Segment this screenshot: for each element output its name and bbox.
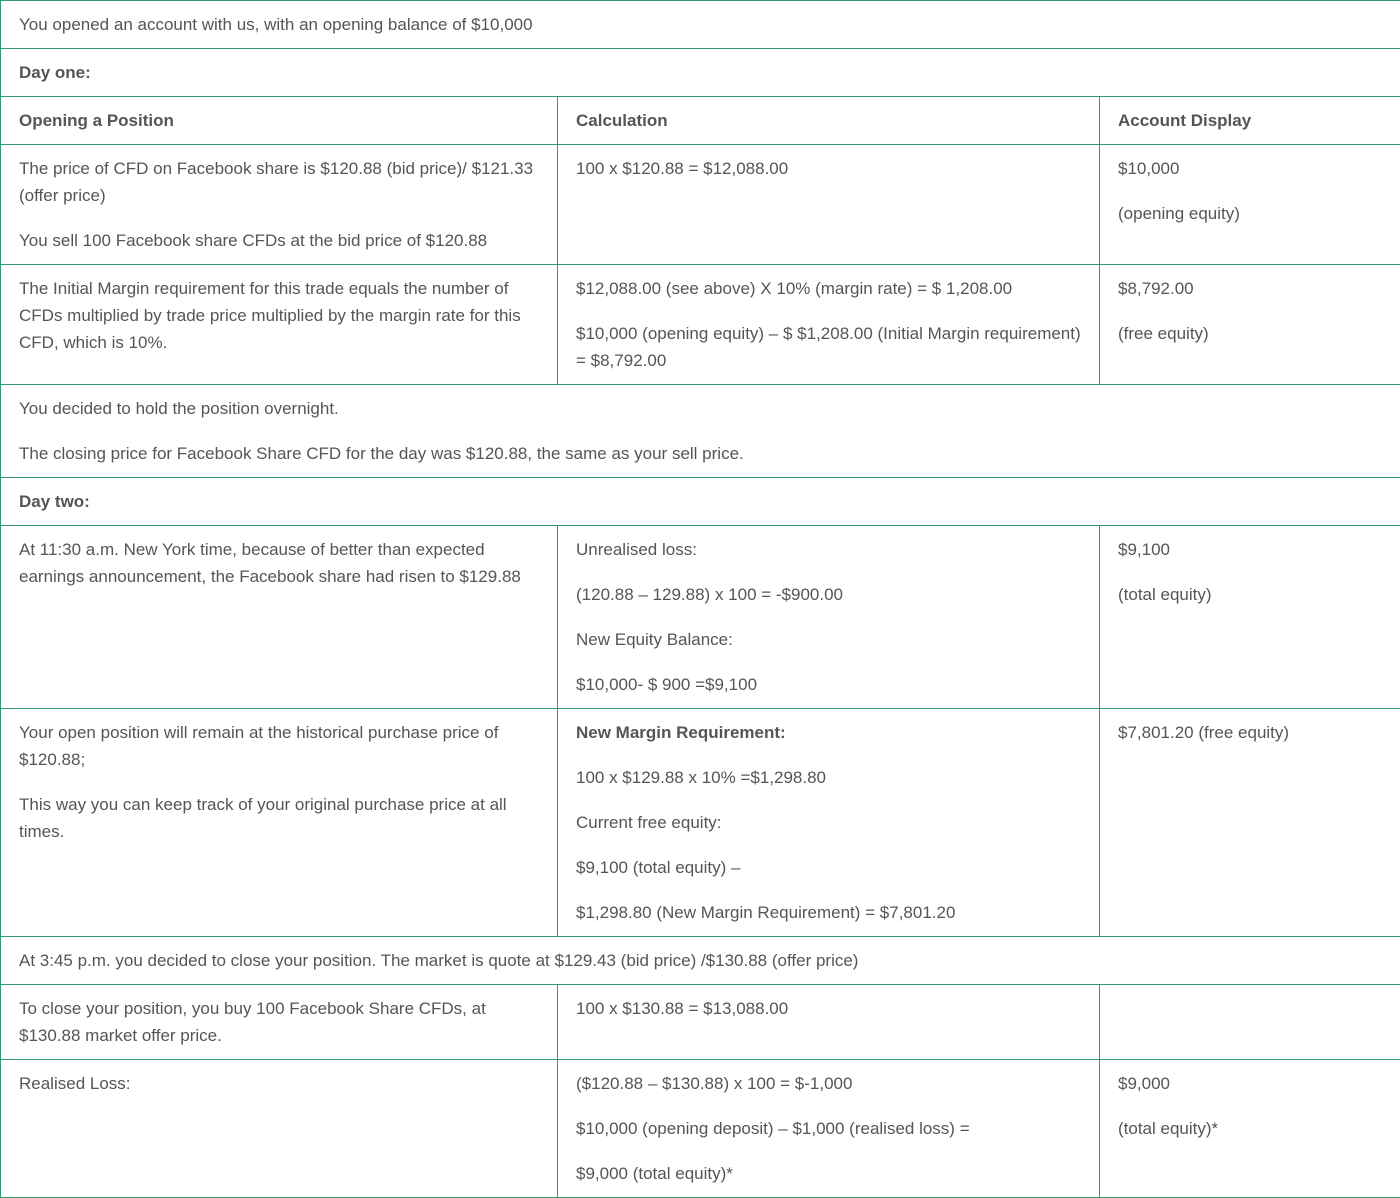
intro-row xyxy=(1,1,1400,49)
cell-text: $9,100 xyxy=(1118,540,1170,559)
position-cell xyxy=(1,709,558,937)
overnight-cell xyxy=(1,385,1400,478)
account-display-cell xyxy=(1100,145,1400,265)
account-display-cell xyxy=(1100,265,1400,385)
account-display-cell xyxy=(1100,526,1400,709)
header-calculation-text: Calculation xyxy=(576,111,668,130)
cell-text: ($120.88 – $130.88) x 100 = $-1,000 xyxy=(576,1074,853,1093)
cell-text: $10,000 (opening equity) – $ $1,208.00 (Initial Margin requirement) = $8,792.00 xyxy=(576,324,1081,370)
cell-text: 100 x $129.88 x 10% =$1,298.80 xyxy=(576,768,827,787)
position-cell xyxy=(1,1060,558,1198)
calculation-cell xyxy=(558,265,1100,385)
position-cell xyxy=(1,526,558,709)
position-cell xyxy=(1,265,558,385)
cell-text: 100 x $120.88 = $12,088.00 xyxy=(576,159,789,178)
cell-text: $1,298.80 (New Margin Requirement) = $7,801.20 xyxy=(576,903,956,922)
calculation-cell xyxy=(558,709,1100,937)
cell-text: $9,000 xyxy=(1118,1074,1170,1093)
cell-text: $10,000- $ 900 =$9,100 xyxy=(576,675,758,694)
close-note-text: At 3:45 p.m. you decided to close your position. The market is quote at $129.43 (bid price) /$130.88 (offer price) xyxy=(19,951,859,970)
new-margin-requirement-label: New Margin Requirement: xyxy=(576,723,786,742)
cell-text: 100 x $130.88 = $13,088.00 xyxy=(576,999,789,1018)
day-one-heading: Day one: xyxy=(19,63,91,82)
overnight-text: You decided to hold the position overnight. xyxy=(19,399,339,418)
cell-text: (opening equity) xyxy=(1118,204,1240,223)
calculation-cell xyxy=(558,1060,1100,1198)
overnight-row xyxy=(1,385,1400,478)
cell-text: (free equity) xyxy=(1118,324,1209,343)
cell-text: $8,792.00 xyxy=(1118,279,1194,298)
day-two-heading: Day two: xyxy=(19,492,90,511)
day-one-heading-row xyxy=(1,49,1400,97)
cell-text: (total equity) xyxy=(1118,585,1212,604)
table-row xyxy=(1,1060,1400,1198)
header-account-display xyxy=(1100,97,1400,145)
calculation-cell xyxy=(558,985,1100,1060)
intro-text: You opened an account with us, with an opening balance of $10,000 xyxy=(19,15,533,34)
cell-text: $10,000 xyxy=(1118,159,1180,178)
account-display-cell xyxy=(1100,709,1400,937)
position-cell xyxy=(1,985,558,1060)
day-two-heading-row xyxy=(1,478,1400,526)
cell-text: The Initial Margin requirement for this trade equals the number of CFDs multiplied by trade price multiplied by the margin rate for this CFD, which is 10%. xyxy=(19,279,521,352)
cell-text: The price of CFD on Facebook share is $120.88 (bid price)/ $121.33 (offer price) xyxy=(19,159,534,205)
header-calculation xyxy=(558,97,1100,145)
account-display-cell xyxy=(1100,985,1400,1060)
table-row xyxy=(1,526,1400,709)
table-row xyxy=(1,985,1400,1060)
cell-text: (total equity)* xyxy=(1118,1119,1219,1138)
position-cell xyxy=(1,145,558,265)
overnight-text: The closing price for Facebook Share CFD for the day was $120.88, the same as your sell price. xyxy=(19,444,744,463)
cell-text: This way you can keep track of your original purchase price at all times. xyxy=(19,795,507,841)
cell-text: $10,000 (opening deposit) – $1,000 (realised loss) = xyxy=(576,1119,970,1138)
account-display-cell xyxy=(1100,1060,1400,1198)
cell-text: $9,100 (total equity) – xyxy=(576,858,741,877)
cell-text: Your open position will remain at the historical purchase price of $120.88; xyxy=(19,723,499,769)
close-note-cell xyxy=(1,937,1400,985)
cell-text: At 11:30 a.m. New York time, because of better than expected earnings announcement, the Facebook share had risen to $129.88 xyxy=(19,540,521,586)
header-opening-position-text: Opening a Position xyxy=(19,111,174,130)
day-two-heading-cell xyxy=(1,478,1400,526)
close-note-row xyxy=(1,937,1400,985)
cell-text: To close your position, you buy 100 Facebook Share CFDs, at $130.88 market offer price. xyxy=(19,999,486,1045)
header-opening-position xyxy=(1,97,558,145)
table-row xyxy=(1,145,1400,265)
calculation-cell xyxy=(558,145,1100,265)
table-row xyxy=(1,265,1400,385)
cell-text: $7,801.20 (free equity) xyxy=(1118,723,1290,742)
cell-text: $9,000 (total equity)* xyxy=(576,1164,733,1183)
day-one-heading-cell xyxy=(1,49,1400,97)
table-row xyxy=(1,709,1400,937)
cell-text: $12,088.00 (see above) X 10% (margin rate) = $ 1,208.00 xyxy=(576,279,1013,298)
calculation-cell xyxy=(558,526,1100,709)
cell-text: Unrealised loss: xyxy=(576,540,697,559)
cell-text: You sell 100 Facebook share CFDs at the bid price of $120.88 xyxy=(19,231,488,250)
cell-text: New Equity Balance: xyxy=(576,630,733,649)
header-account-display-text: Account Display xyxy=(1118,111,1252,130)
column-header-row xyxy=(1,97,1400,145)
cell-text: Current free equity: xyxy=(576,813,722,832)
cell-text: Realised Loss: xyxy=(19,1074,131,1093)
cell-text: (120.88 – 129.88) x 100 = -$900.00 xyxy=(576,585,844,604)
intro-cell xyxy=(1,1,1400,49)
